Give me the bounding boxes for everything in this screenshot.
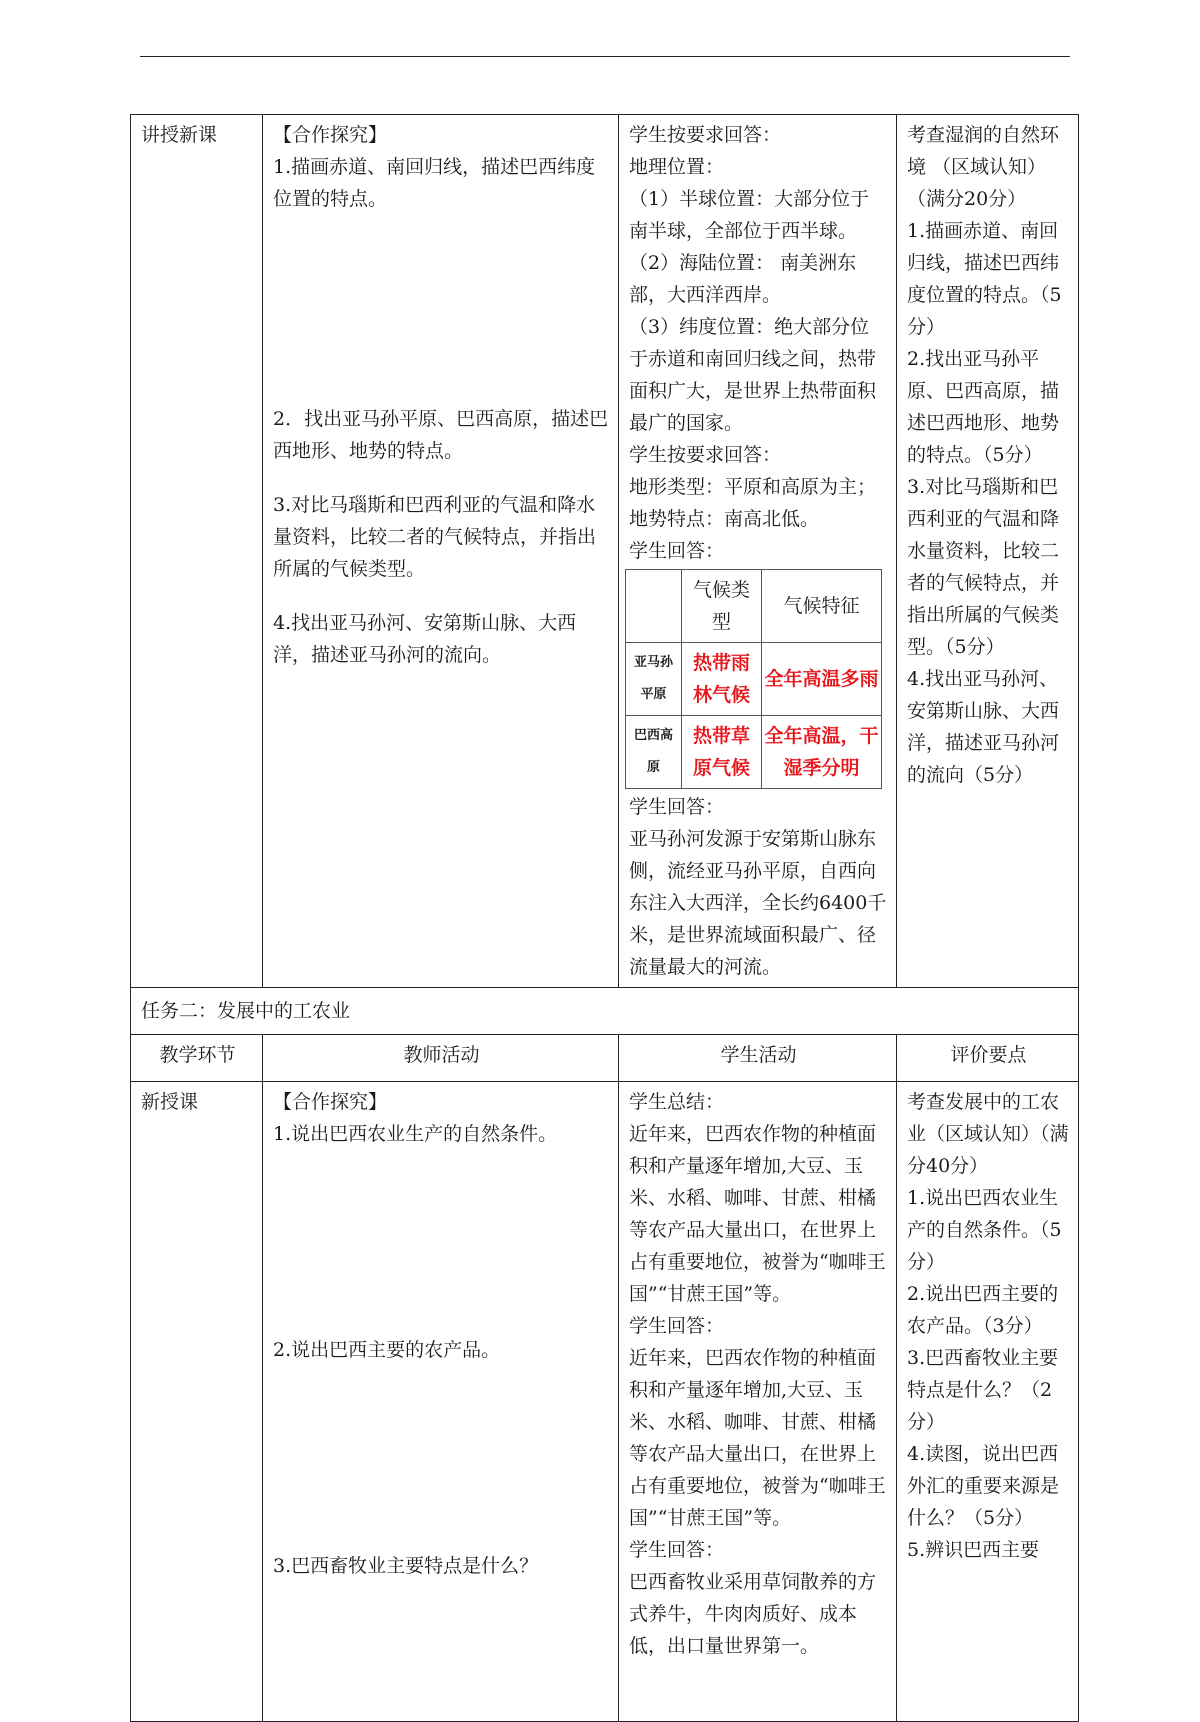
evaluation-item: 3.对比马瑙斯和巴西利亚的气温和降水量资料，比较二者的气候特点，并指出所属的气候类型。（5分） (907, 476, 1060, 658)
climate-header (626, 570, 682, 643)
evaluation-item: 5.辨识巴西主要 (907, 1539, 1040, 1561)
climate-table (625, 569, 882, 789)
task2-row (131, 1082, 1079, 1722)
climate-type: 热带草原气候 (682, 716, 762, 789)
student-line: 近年来，巴西农作物的种植面积和产量逐年增加,大豆、玉米、水稻、咖啡、甘蔗、柑橘等农产品大量出口，在世界上占有重要地位，被誉为“咖啡王国”“甘蔗王国”等。 (629, 1123, 886, 1305)
teacher-item: 4.找出亚马孙河、安第斯山脉、大西洋，描述亚马孙河的流向。 (273, 612, 577, 666)
evaluation-item: 3.巴西畜牧业主要特点是什么？（2分） (907, 1347, 1059, 1433)
section1-row (131, 115, 1079, 988)
lesson-plan-table (130, 114, 1079, 1722)
student-line: 学生回答： (629, 1539, 725, 1561)
student-line: （1）半球位置：大部分位于南半球，全部位于西半球。 (629, 188, 870, 242)
evaluation-item: 1.说出巴西农业生产的自然条件。（5分） (907, 1187, 1062, 1273)
student-line: 学生回答： (629, 1315, 725, 1337)
teacher-item: 2．找出亚马孙平原、巴西高原，描述巴西地形、地势的特点。 (273, 408, 609, 462)
student-line: 近年来，巴西农作物的种植面积和产量逐年增加,大豆、玉米、水稻、咖啡、甘蔗、柑橘等农产品大量出口，在世界上占有重要地位，被誉为“咖啡王国”“甘蔗王国”等。 (629, 1347, 886, 1529)
column-header: 教学环节 (131, 1035, 263, 1082)
teacher-item: 3.对比马瑙斯和巴西利亚的气温和降水量资料，比较二者的气候特点，并指出所属的气候类型。 (273, 494, 597, 580)
teacher-item: 3.巴西畜牧业主要特点是什么？ (273, 1555, 539, 1577)
task2-header-row (131, 1035, 1079, 1082)
climate-type: 热带雨林气候 (682, 643, 762, 716)
section1-stage: 讲授新课 (131, 115, 263, 988)
evaluation-item: 考查发展中的工农业（区域认知）（满分40分） (907, 1091, 1069, 1177)
student-line: 学生总结： (629, 1091, 725, 1113)
evaluation-item: 4.读图，说出巴西外汇的重要来源是什么？（5分） (907, 1443, 1060, 1529)
evaluation-item: 4.找出亚马孙河、安第斯山脉、大西洋，描述亚马孙河的流向（5分） (907, 668, 1060, 786)
teacher-item: 1.描画赤道、南回归线，描述巴西纬度位置的特点。 (273, 156, 596, 210)
evaluation-item: 2.找出亚马孙平原、巴西高原，描述巴西地形、地势的特点。（5分） (907, 348, 1060, 466)
climate-header: 气候特征 (762, 570, 882, 643)
climate-feature: 全年高温多雨 (762, 643, 882, 716)
task2-stage: 新授课 (131, 1082, 263, 1722)
student-line: 地理位置： (629, 156, 725, 178)
header-rule (140, 56, 1070, 57)
student-line: 巴西畜牧业采用草饲散养的方式养牛，牛肉肉质好、成本低，出口量世界第一。 (629, 1571, 877, 1657)
task2-evaluation (897, 1082, 1079, 1722)
teacher-item: 2.说出巴西主要的农产品。 (273, 1339, 501, 1361)
climate-region: 巴西高原 (626, 716, 682, 789)
section1-teacher (263, 115, 619, 988)
teacher-heading: 【合作探究】 (273, 1091, 388, 1113)
teacher-heading: 【合作探究】 (273, 124, 388, 146)
student-line: 地形类型：平原和高原为主；地势特点：南高北低。 (629, 476, 877, 530)
task2-student (619, 1082, 897, 1722)
section1-student (619, 115, 897, 988)
student-line: 亚马孙河发源于安第斯山脉东侧，流经亚马孙平原，自西向东注入大西洋，全长约6400千米，是世界流域面积最广、径流量最大的河流。 (629, 828, 887, 978)
evaluation-item: 2.说出巴西主要的农产品。（3分） (907, 1283, 1059, 1337)
task2-title: 任务二：发展中的工农业 (131, 988, 1079, 1035)
climate-header: 气候类型 (682, 570, 762, 643)
student-line: （3）纬度位置：绝大部分位于赤道和南回归线之间，热带面积广大，是世界上热带面积最广的国家。 (629, 316, 877, 434)
teacher-item: 1.说出巴西农业生产的自然条件。 (273, 1123, 558, 1145)
climate-region: 亚马孙平原 (626, 643, 682, 716)
climate-feature: 全年高温，干湿季分明 (762, 716, 882, 789)
column-header: 教师活动 (263, 1035, 619, 1082)
evaluation-item: 1.描画赤道、南回归线，描述巴西纬度位置的特点。（5分） (907, 220, 1062, 338)
task2-title-row (131, 988, 1079, 1035)
student-line: 学生回答： (629, 540, 725, 562)
student-line: （2）海陆位置： 南美洲东部，大西洋西岸。 (629, 252, 857, 306)
student-line: 学生按要求回答： (629, 124, 782, 146)
section1-evaluation (897, 115, 1079, 988)
student-line: 学生按要求回答： (629, 444, 782, 466)
column-header: 评价要点 (897, 1035, 1079, 1082)
column-header: 学生活动 (619, 1035, 897, 1082)
task2-teacher (263, 1082, 619, 1722)
evaluation-item: 考查湿润的自然环境 （区域认知）（满分20分） (907, 124, 1060, 210)
student-line: 学生回答： (629, 796, 725, 818)
